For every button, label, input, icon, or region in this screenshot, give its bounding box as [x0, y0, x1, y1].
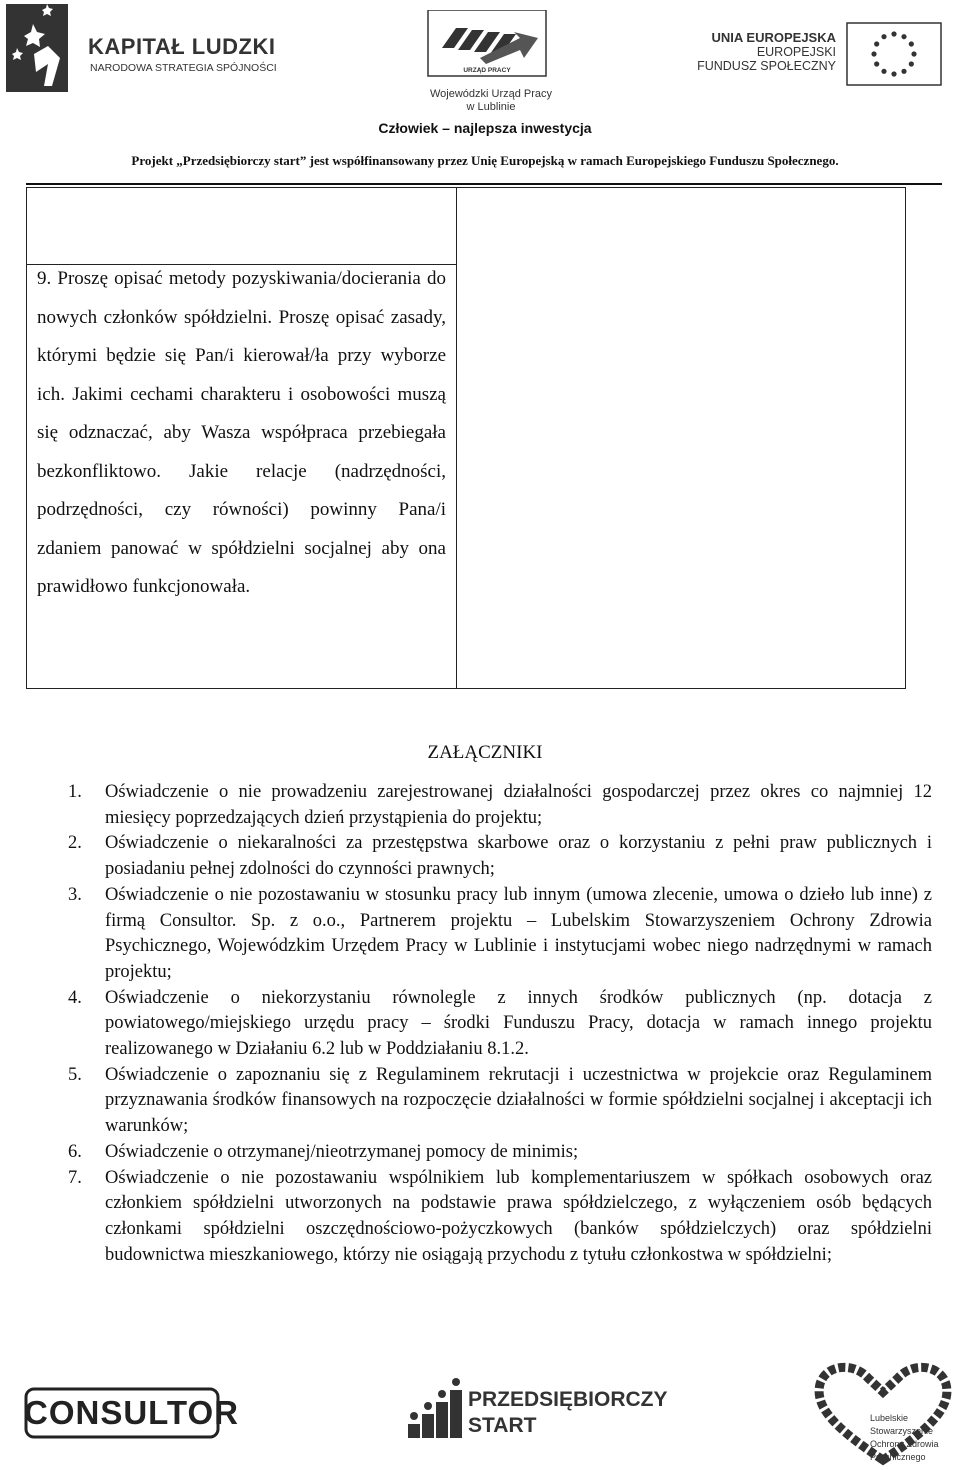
- list-item-number: 6.: [68, 1141, 82, 1162]
- wup-name: [416, 88, 566, 114]
- przedsiebiorczy-text: PRZEDSIĘBIORCZY: [468, 1388, 668, 1411]
- eu-star: [891, 71, 896, 76]
- lsozp-name: [870, 1412, 958, 1464]
- list-item-text: Oświadczenie o niekaralności za przestępstwa skarbowe oraz o korzystaniu z pełni praw publicznych i posiadaniu pełnej zdolności do czynności prawnych;: [105, 833, 932, 880]
- kapital-ludzki-logo: [4, 2, 304, 92]
- table-column-divider: [456, 187, 457, 689]
- eu-fund-line2: FUNDUSZ SPOŁECZNY: [697, 59, 836, 73]
- lsozp-name-line1: Lubelskie Stowarzyszenie: [870, 1413, 934, 1436]
- attachments-list: [30, 780, 932, 1268]
- consultor-logo: [24, 1387, 239, 1439]
- wup-name-line2: w Lublinie: [466, 101, 516, 113]
- eu-fund: [697, 45, 836, 73]
- climbing-figures-icon: [402, 1376, 466, 1442]
- list-item-number: 2.: [68, 833, 82, 854]
- list-item: [30, 883, 932, 986]
- list-item-text: Oświadczenie o nie pozostawaniu w stosunku pracy lub innym (umowa zlecenie, umowa o dzieło lub inne) z firmą Consultor. Sp. z o.o., Partnerem projektu – Lubelskim Stowarzyszeniem Ochrony Zdrowia Psychicznego, Wojewódzkim Urzędem Pracy w Lublinie i instytucjami wobec niego nadrzędnymi w ramach projektu;: [105, 884, 932, 982]
- list-item: [30, 831, 932, 882]
- list-item-number: 7.: [68, 1167, 82, 1188]
- list-item-text: Oświadczenie o nie pozostawaniu wspólnikiem lub komplementariuszem w spółkach osobowych oraz członkiem spółdzielni utworzonych na podstawie prawa spółdzielczego, z wyłączeniem osób będących członkami spółdzielni oszczędnościowo-pożyczkowych (banków spółdzielczych) oraz spółdzielni budownictwa mieszkaniowego, którzy nie osiągają przychodu z tytułu członkostwa w spółdzielni;: [105, 1167, 932, 1265]
- attachments-title: ZAŁĄCZNIKI: [427, 742, 543, 763]
- lsozp-name-line2: Ochrony Zdrowia Psychicznego: [870, 1439, 939, 1462]
- eu-stars-flag-icon: [846, 22, 942, 86]
- eu-star: [871, 51, 876, 56]
- eu-fund-line1: EUROPEJSKI: [756, 45, 836, 59]
- project-funding-line: Projekt „Przedsiębiorczy start” jest współfinansowany przez Unię Europejską w ramach Europejskiego Funduszu Społecznego.: [131, 153, 839, 168]
- start-text: START: [468, 1414, 537, 1437]
- list-item: [30, 1063, 932, 1140]
- list-item-number: 5.: [68, 1064, 82, 1085]
- wup-logo: [416, 10, 566, 116]
- wup-name-line1: Wojewódzki Urząd Pracy: [429, 88, 553, 100]
- list-item-number: 1.: [68, 782, 82, 802]
- header-divider: [26, 183, 942, 185]
- eu-star: [909, 61, 914, 66]
- lsozp-logo: [808, 1360, 958, 1468]
- list-item-text: Oświadczenie o otrzymanej/nieotrzymanej pomocy de minimis;: [105, 1141, 579, 1162]
- list-item-text: Oświadczenie o zapoznaniu się z Regulaminem rekrutacji i uczestnictwa w projekcie oraz Regulaminem przyznawania środków finansowych na rozpoczęcie działalności w formie spółdzielni socjalnej i akceptacji ich warunków;: [105, 1064, 932, 1137]
- consultor-text: CONSULTOR: [24, 1394, 239, 1431]
- stars-figure-icon: [4, 2, 84, 92]
- list-item-text: Oświadczenie o niekorzystaniu równolegle z innych środków publicznych (np. dotacja z powiatowego/miejskiego urzędu pracy – środki Funduszu Pracy, dotacja w ramach innego projektu realizowanego w Działaniu 6.2 lub w Poddziałaniu 8.1.2.: [105, 987, 932, 1060]
- wup-badge-text: URZĄD PRACY: [463, 67, 511, 74]
- list-item-number: 4.: [68, 987, 82, 1008]
- list-item: [30, 1140, 932, 1166]
- list-item-number: 3.: [68, 884, 82, 905]
- eu-star: [901, 34, 906, 39]
- list-item: [30, 1166, 932, 1269]
- kapital-ludzki-title: KAPITAŁ LUDZKI: [88, 34, 276, 59]
- eu-star: [874, 41, 879, 46]
- eu-star: [874, 61, 879, 66]
- eu-star: [911, 51, 916, 56]
- list-item: [30, 986, 932, 1063]
- eu-star: [909, 41, 914, 46]
- arrow-blocks-icon: [416, 10, 566, 80]
- kapital-ludzki-subtitle: NARODOWA STRATEGIA SPÓJNOŚCI: [90, 62, 277, 74]
- slogan: Człowiek – najlepsza inwestycja: [378, 120, 592, 136]
- question-9-text: 9. Proszę opisać metody pozyskiwania/docierania do nowych członków spółdzielni. Proszę opisać zasady, którymi będzie się Pan/i kierował/ła przy wyborze ich. Jakimi cechami charakteru i osobowości muszą się odznaczać, aby Wasza współpraca przebiegała bezkonfliktowo. Jakie relacje (nadrzędności, podrzędności, czy równości) powinny Pana/i zdaniem panować w spółdzielni socjalnej aby ona prawidłowo funkcjonowała.: [37, 268, 446, 597]
- eu-star: [881, 69, 886, 74]
- list-item: [30, 780, 932, 831]
- przedsiebiorczy-start-logo: [402, 1376, 668, 1442]
- eu-star: [901, 69, 906, 74]
- eu-star: [881, 34, 886, 39]
- eu-star: [891, 31, 896, 36]
- eu-logo: [697, 20, 948, 90]
- list-item-text: Oświadczenie o nie prowadzeniu zarejestrowanej działalności gospodarczej przez okres co najmniej 12 miesięcy poprzedzających dzień przystąpienia do projektu;: [105, 782, 932, 828]
- eu-title: UNIA EUROPEJSKA: [711, 30, 836, 45]
